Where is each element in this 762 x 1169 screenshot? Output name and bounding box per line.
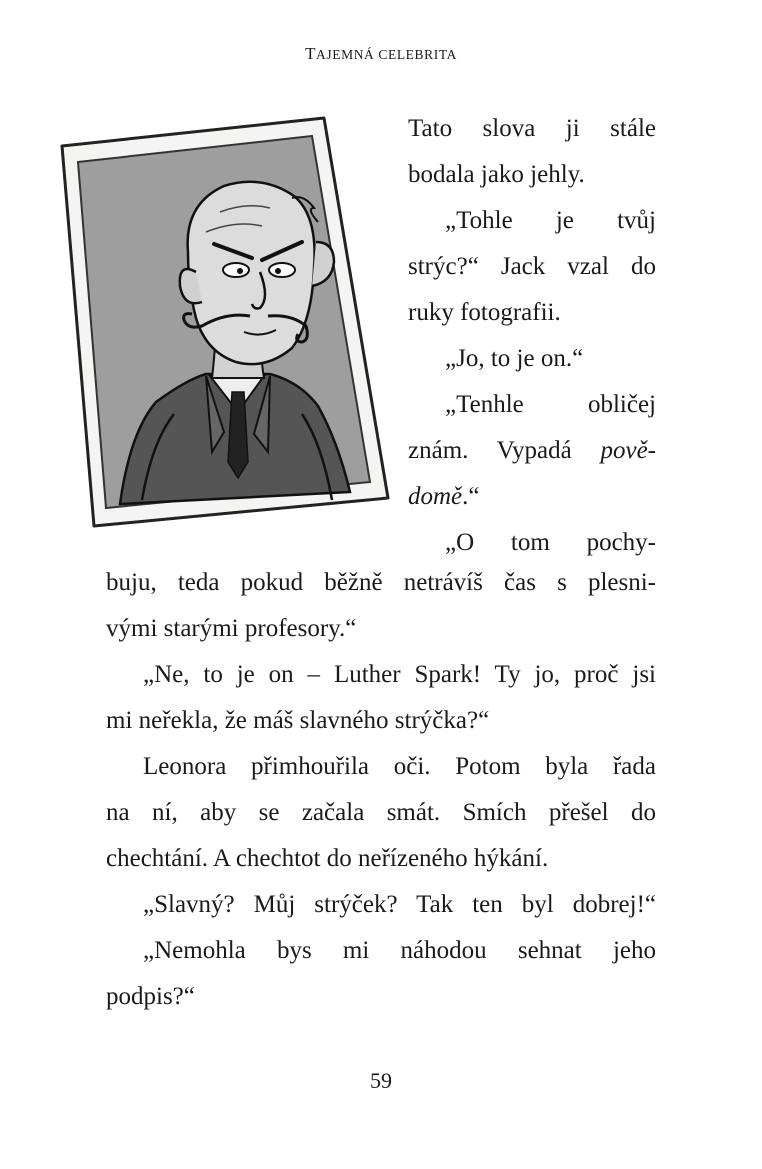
running-header-rest: AJEMNÁ CELEBRITA (316, 47, 457, 62)
paragraph: „Ne, to je on – Luther Spark! Ty jo, proč jsi mi neřekla, že máš slavného strýčka?“ (106, 661, 656, 734)
running-header (0, 44, 762, 64)
paragraph: „Jo, to je on.“ (445, 345, 584, 372)
paragraph: „Tenhle obličej znám. Vypadá pově- domě.“ (408, 391, 656, 510)
paragraph: „Nemohla bys mi náhodou sehnat jeho podpis?“ (106, 937, 656, 1010)
portrait-illustration (56, 112, 394, 532)
paragraph-start: „O tom pochy- (445, 529, 656, 556)
paragraph-continuation: buju, teda pokud běžně netrávíš čas s plesni- vými starými profesory.“ (106, 569, 656, 642)
paragraph: „Tohle je tvůj strýc?“ Jack vzal do ruky fotografii. (408, 207, 656, 326)
running-header-initial: T (305, 44, 317, 63)
paragraph: Leonora přimhouřila oči. Potom byla řada na ní, aby se začala smát. Smích přešel do chechtání. A chechtot do neřízeného hýkání. (106, 753, 656, 872)
italic-word: pově- (600, 437, 656, 464)
page-number: 59 (370, 1068, 392, 1093)
body-text (106, 560, 656, 1020)
paragraph: Tato slova ji stále bodala jako jehly. (408, 115, 656, 188)
wrap-text-column (408, 106, 656, 566)
italic-word: domě (408, 483, 463, 510)
paragraph: „Slavný? Můj strýček? Tak ten byl dobrej!“ (143, 891, 656, 918)
